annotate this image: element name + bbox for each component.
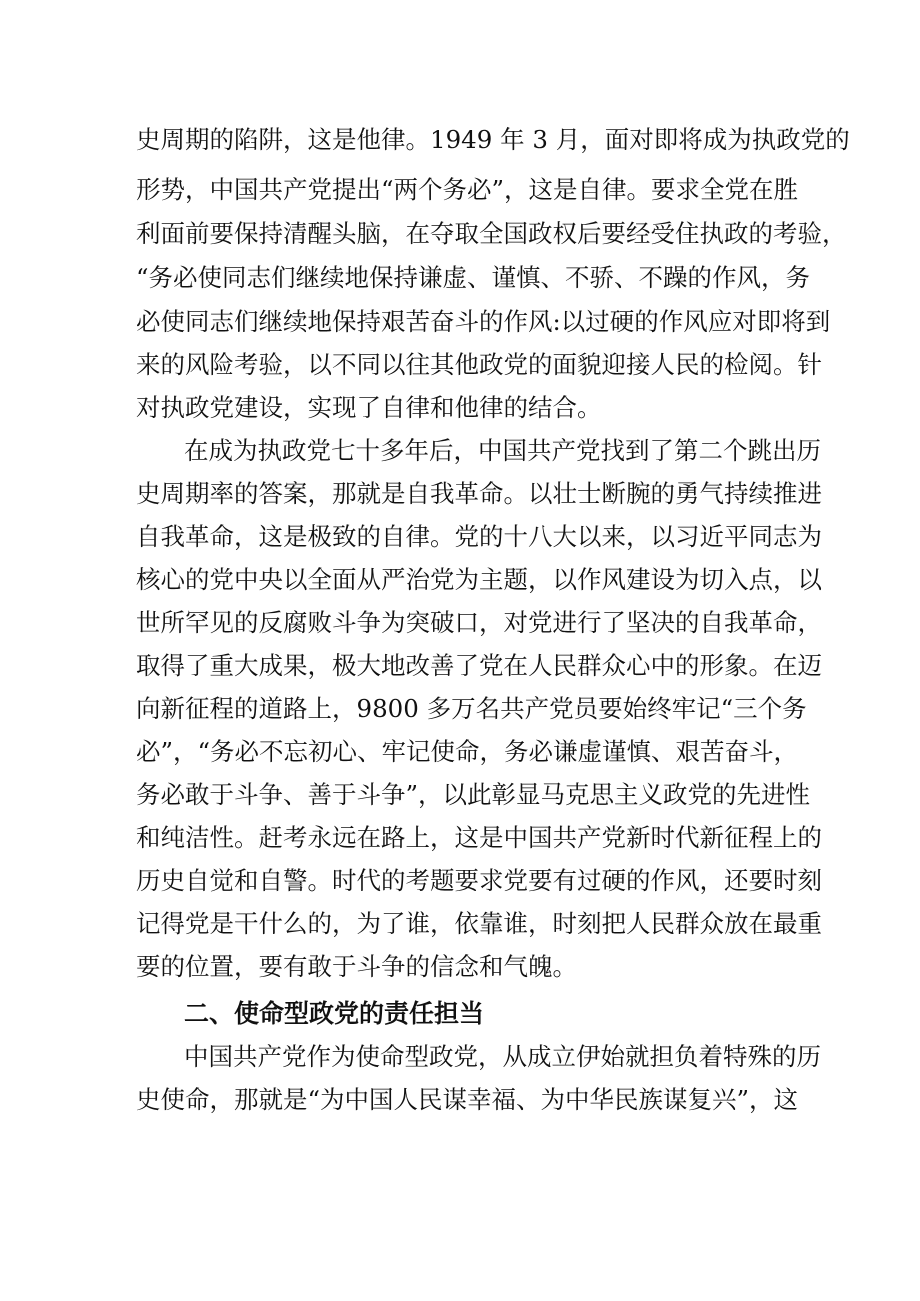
paragraph-2-line-9: 务必敢于斗争、善于斗争”，以此彰显马克思主义政党的先进性: [136, 780, 811, 809]
paragraph-1-line-1: 史周期的陷阱，这是他律。1949 年 3 月，面对即将成为执政党的: [136, 125, 850, 154]
paragraph-1-line-3: 利面前要保持清醒头脑，在夺取全国政权后要经受住执政的考验，: [136, 219, 847, 248]
paragraph-2-line-5: 世所罕见的反腐败斗争为突破口，对党进行了坚决的自我革命，: [136, 608, 822, 637]
paragraph-3-line-1: 中国共产党作为使命型政党，从成立伊始就担负着特殊的历: [184, 1042, 821, 1071]
paragraph-2-line-3: 自我革命，这是极致的自律。党的十八大以来，以习近平同志为: [136, 522, 822, 551]
paragraph-2-line-1: 在成为执政党七十多年后，中国共产党找到了第二个跳出历: [184, 436, 821, 465]
paragraph-1-line-6: 来的风险考验，以不同以往其他政党的面貌迎接人民的检阅。针: [136, 350, 822, 379]
paragraph-2-line-11: 历史自觉和自警。时代的考题要求党要有过硬的作风，还要时刻: [136, 866, 822, 895]
paragraph-2-line-4: 核心的党中央以全面从严治党为主题，以作风建设为切入点，以: [136, 565, 822, 594]
paragraph-3-line-2: 史使命，那就是“为中国人民谋幸福、为中华民族谋复兴”，这: [136, 1085, 799, 1114]
paragraph-1-line-7: 对执政党建设，实现了自律和他律的结合。: [136, 393, 602, 422]
paragraph-1-line-5: 必使同志们继续地保持艰苦奋斗的作风:以过硬的作风应对即将到: [136, 307, 831, 336]
paragraph-2-line-13: 要的位置，要有敢于斗争的信念和气魄。: [136, 952, 577, 981]
paragraph-1-line-2: 形势，中国共产党提出“两个务必”，这是自律。要求全党在胜: [136, 175, 799, 204]
paragraph-2-line-8: 必”，“务必不忘初心、牢记使命，务必谦虚谨慎、艰苦奋斗，: [136, 737, 799, 766]
section-heading: 二、使命型政党的责任担当: [184, 999, 485, 1028]
paragraph-2-line-2: 史周期率的答案，那就是自我革命。以壮士断腕的勇气持续推进: [136, 479, 822, 508]
paragraph-2-line-12: 记得党是干什么的，为了谁，依靠谁，时刻把人民群众放在最重: [136, 909, 822, 938]
paragraph-1-line-4: “务必使同志们继续地保持谦虚、谨慎、不骄、不躁的作风，务: [136, 263, 811, 292]
paragraph-2-line-6: 取得了重大成果，极大地改善了党在人民群众心中的形象。在迈: [136, 651, 822, 680]
paragraph-2-line-7: 向新征程的道路上，9800 多万名共产党员要始终牢记“三个务: [136, 694, 807, 723]
paragraph-2-line-10: 和纯洁性。赶考永远在路上，这是中国共产党新时代新征程上的: [136, 823, 822, 852]
